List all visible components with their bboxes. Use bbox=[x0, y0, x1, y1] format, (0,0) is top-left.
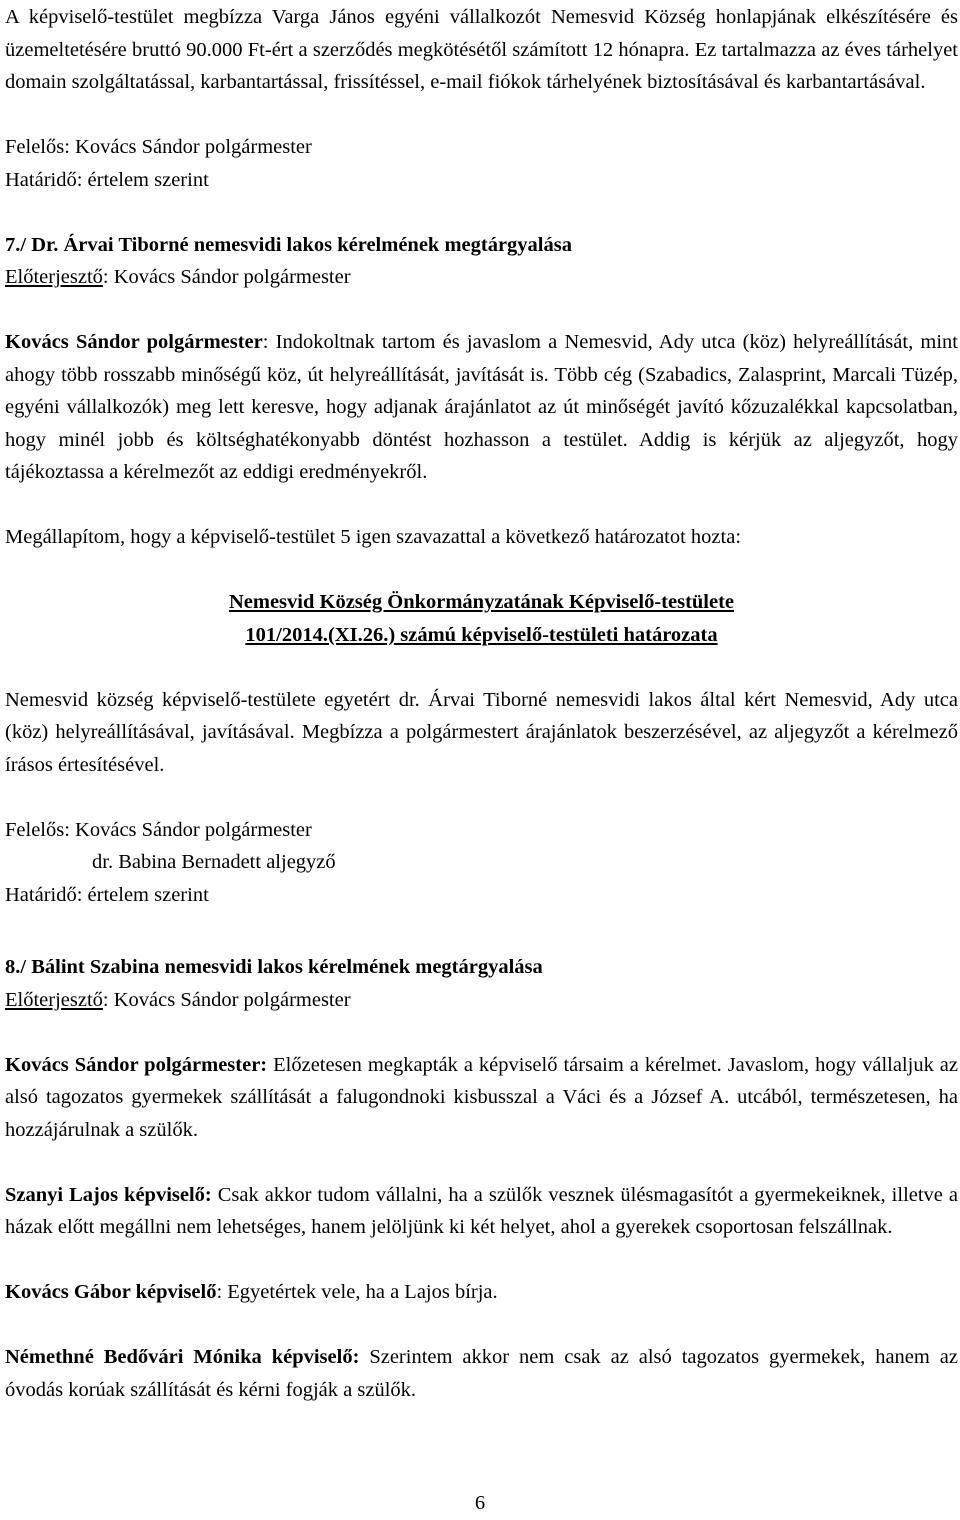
speech-text: Csak akkor tudom vállalni, ha a szülők vesznek ülésmagasítót a gyermekeiknek, illetve a házak előtt megállni nem lehetséges, hanem jelöljünk ki két helyet, ahol a gyerekek csoportosan felszállnak. bbox=[5, 1183, 958, 1238]
item8-eloterjeszto-name: : Kovács Sándor polgármester bbox=[102, 988, 351, 1011]
speech-speaker: Kovács Sándor polgármester: bbox=[5, 1053, 268, 1076]
item7-eloterjeszto-name: : Kovács Sándor polgármester bbox=[102, 266, 351, 288]
speech-speaker: Kovács Gábor képviselő bbox=[5, 1281, 217, 1303]
item8-heading bbox=[5, 951, 958, 984]
page-number: 6 bbox=[474, 1492, 486, 1514]
item8-speech-kovacs-gabor bbox=[5, 1276, 958, 1309]
speech-text: : Egyetértek vele, ha a Lajos bírja. bbox=[216, 1281, 498, 1303]
item7-number: 7./ Dr. bbox=[5, 233, 59, 256]
speech-speaker: Szanyi Lajos képviselő: bbox=[5, 1183, 212, 1206]
item7-felelos-2: dr. Babina Bernadett aljegyző bbox=[92, 851, 336, 873]
item8-speech-szanyi-lajos bbox=[5, 1179, 958, 1244]
item7-eloterjeszto bbox=[5, 261, 958, 294]
item7-speech-text: : Indokoltnak tartom és javaslom a Nemesvid, Ady utca (köz) helyreállítását, mint ahogy több rosszabb minőségű köz, út helyreállítását, javítását is. Több cég (Szabadics, Zalasprint, Marcali Tüzép, egyéni vállalkozók) meg lett keresve, hogy adjanak árajánlatot az út minőségét javító kőzuzalékkal kapcsolatban, hogy minél jobb és költséghatékonyabb döntést hozhasson a testület. Addig is kérjük az aljegyzőt, hogy tájékoztassa a kérelmezőt az eddigi eredményekről. bbox=[5, 331, 958, 483]
intro-felelos: Felelős: Kovács Sándor polgármester bbox=[5, 136, 312, 158]
resolution-title-1: Nemesvid Község Önkormányzatának Képviselő-testülete bbox=[228, 591, 735, 613]
intro-paragraph: A képviselő-testület megbízza Varga János egyéni vállalkozót Nemesvid Község honlapjának elkészítésére és üzemeltetésére bruttó 90.000 Ft-ért a szerződés megkötésétől számított 12 hónapra. Ez tartalmazza az éves tárhelyet domain szolgáltatással, karbantartással, frissítéssel, e-mail fiókok tárhelyének biztosításával és karbantartásával. bbox=[5, 6, 958, 93]
item8-eloterjeszto-label: Előterjesztő bbox=[5, 988, 103, 1011]
intro-hatarido: Határidő: értelem szerint bbox=[5, 168, 209, 191]
item7-title: Árvai Tiborné nemesvidi lakos kérelmének megtárgyalása bbox=[63, 233, 572, 256]
item8-speech-nemethne bbox=[5, 1341, 958, 1406]
item8-number: 8./ bbox=[5, 956, 27, 978]
item8-speech-kovacs-sandor bbox=[5, 1049, 958, 1147]
speech-text: Szerintem akkor nem csak az alsó tagozatos gyermekek, hanem az óvodás korúak szállítását és kérni fogják a szülők. bbox=[5, 1346, 958, 1401]
speech-text: Előzetesen megkapták a képviselő társaim a kérelmet. Javaslom, hogy vállaljuk az alsó tagozatos gyermekek szállítását a falugondnoki kisbusszal a Váci és a József A. utcából, természetesen, ha hozzájárulnak a szülők. bbox=[5, 1053, 959, 1141]
item7-speech bbox=[5, 326, 958, 489]
speech-speaker: Némethné Bedővári Mónika képviselő: bbox=[5, 1346, 360, 1368]
item7-speech-speaker: Kovács Sándor polgármester bbox=[5, 331, 263, 353]
item7-eloterjeszto-label: Előterjesztő bbox=[5, 266, 103, 288]
document-page bbox=[5, 1, 958, 1406]
item7-hatarido: Határidő: értelem szerint bbox=[5, 883, 209, 906]
item8-eloterjeszto bbox=[5, 984, 958, 1017]
item7-vote: Megállapítom, hogy a képviselő-testület 5 igen szavazattal a következő határozatot hozta: bbox=[5, 526, 742, 548]
item7-heading bbox=[5, 229, 958, 262]
item8-title: Bálint Szabina nemesvidi lakos kérelmének megtárgyalása bbox=[31, 956, 543, 978]
resolution-text: Nemesvid község képviselő-testülete egyetért dr. Árvai Tiborné nemesvidi lakos által kért Nemesvid, Ady utca (köz) helyreállításával, javításával. Megbízza a polgármestert árajánlatok beszerzésével, az aljegyzőt a kérelmező írásos értesítésével. bbox=[5, 688, 958, 776]
item7-felelos: Felelős: Kovács Sándor polgármester bbox=[5, 818, 312, 841]
resolution-title-2: 101/2014.(XI.26.) számú képviselő-testületi határozata bbox=[245, 623, 718, 646]
